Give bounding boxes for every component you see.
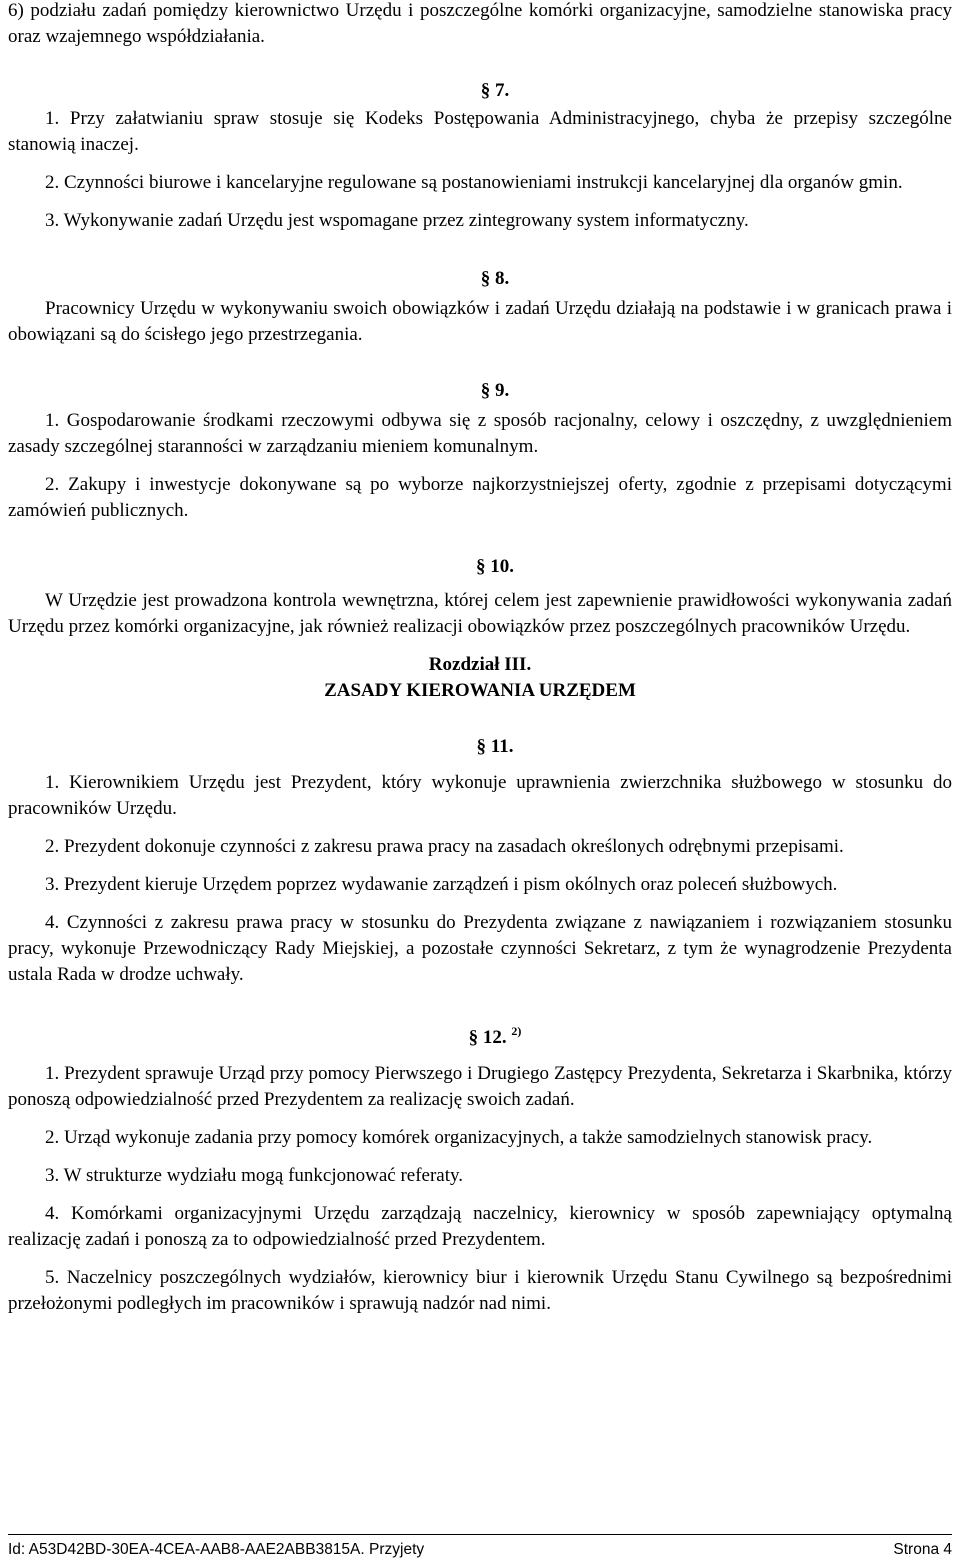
section-7-paragraph-2: 2. Czynności biurowe i kancelaryjne regulowane są postanowieniami instrukcji kancelaryjnej dla organów gmin. (45, 172, 903, 193)
section-12-label: § 12. (468, 1027, 507, 1048)
section-11-paragraph-2: 2. Prezydent dokonuje czynności z zakresu prawa pracy na zasadach określonych odrębnymi przepisami. (45, 836, 844, 857)
section-11-heading: § 11. (476, 736, 514, 757)
chapter-number: Rozdział III. (428, 654, 532, 675)
section-7-paragraph-3: 3. Wykonywanie zadań Urzędu jest wspomagane przez zintegrowany system informatyczny. (45, 210, 749, 231)
chapter-title: ZASADY KIEROWANIA URZĘDEM (324, 680, 636, 701)
section-9-heading: § 9. (480, 380, 510, 401)
section-8-paragraph-1: Pracownicy Urzędu w wykonywaniu swoich obowiązków i zadań Urzędu działają na podstawie i w granicach prawa i obowiązani są do ścisłego jego przestrzegania. (8, 298, 952, 345)
section-12-paragraph-5: 5. Naczelnicy poszczególnych wydziałów, kierownicy biur i kierownik Urzędu Stanu Cywilnego są bezpośrednimi przełożonymi podległych im pracowników i sprawują nadzór nad nimi. (8, 1267, 952, 1314)
section-9-paragraph-2: 2. Zakupy i inwestycje dokonywane są po wyborze najkorzystniejszej oferty, zgodnie z przepisami dotyczącymi zamówień publicznych. (8, 474, 952, 521)
section-10-paragraph-1: W Urzędzie jest prowadzona kontrola wewnętrzna, której celem jest zapewnienie prawidłowości wykonywania zadań Urzędu przez komórki organizacyjne, jak również realizacji obowiązków przez poszczególnych pracowników Urzędu. (8, 590, 952, 637)
page-number: Strona 4 (893, 1541, 952, 1558)
footnote-reference: 2) (511, 1024, 522, 1038)
section-12-heading (8, 1018, 952, 1051)
document-id: Id: A53D42BD-30EA-4CEA-AAB8-AAE2ABB3815A. Przyjety (8, 1541, 425, 1558)
section-11-paragraph-1: 1. Kierownikiem Urzędu jest Prezydent, który wykonuje uprawnienia zwierzchnika służbowego w stosunku do pracowników Urzędu. (8, 772, 952, 819)
section-9-paragraph-1: 1. Gospodarowanie środkami rzeczowymi odbywa się z sposób racjonalny, celowy i oszczędny, z uwzględnieniem zasady szczególnej staranności w zarządzaniu mieniem komunalnym. (8, 410, 952, 457)
section-8-heading: § 8. (480, 268, 510, 289)
section-12-paragraph-3: 3. W strukturze wydziału mogą funkcjonować referaty. (45, 1165, 464, 1186)
document-page (8, 0, 952, 1317)
section-12-paragraph-2: 2. Urząd wykonuje zadania przy pomocy komórek organizacyjnych, a także samodzielnych stanowisk pracy. (45, 1127, 873, 1148)
section-11-paragraph-3: 3. Prezydent kieruje Urzędem poprzez wydawanie zarządzeń i pism okólnych oraz poleceń służbowych. (45, 874, 838, 895)
section-11-paragraph-4: 4. Czynności z zakresu prawa pracy w stosunku do Prezydenta związane z nawiązaniem i rozwiązaniem stosunku pracy, wykonuje Przewodniczący Rady Miejskiej, a pozostałe czynności Sekretarz, z tym że wynagrodzenie Prezydenta ustala Rada w drodze uchwały. (8, 912, 952, 985)
list-item-6: 6) podziału zadań pomiędzy kierownictwo Urzędu i poszczególne komórki organizacyjne, samodzielne stanowiska pracy oraz wzajemnego współdziałania. (8, 0, 952, 47)
page-footer (8, 1534, 952, 1560)
section-12-paragraph-1: 1. Prezydent sprawuje Urząd przy pomocy Pierwszego i Drugiego Zastępcy Prezydenta, Sekretarza i Skarbnika, którzy ponoszą odpowiedzialność przed Prezydentem za realizację swoich zadań. (8, 1063, 952, 1110)
section-7-paragraph-1: 1. Przy załatwianiu spraw stosuje się Kodeks Postępowania Administracyjnego, chyba że przepisy szczególne stanowią inaczej. (8, 108, 952, 155)
section-12-paragraph-4: 4. Komórkami organizacyjnymi Urzędu zarządzają naczelnicy, kierownicy w sposób zapewniający optymalną realizację zadań i ponoszą za to odpowiedzialność przed Prezydentem. (8, 1203, 952, 1250)
section-10-heading: § 10. (476, 556, 514, 577)
section-7-heading: § 7. (480, 80, 510, 101)
